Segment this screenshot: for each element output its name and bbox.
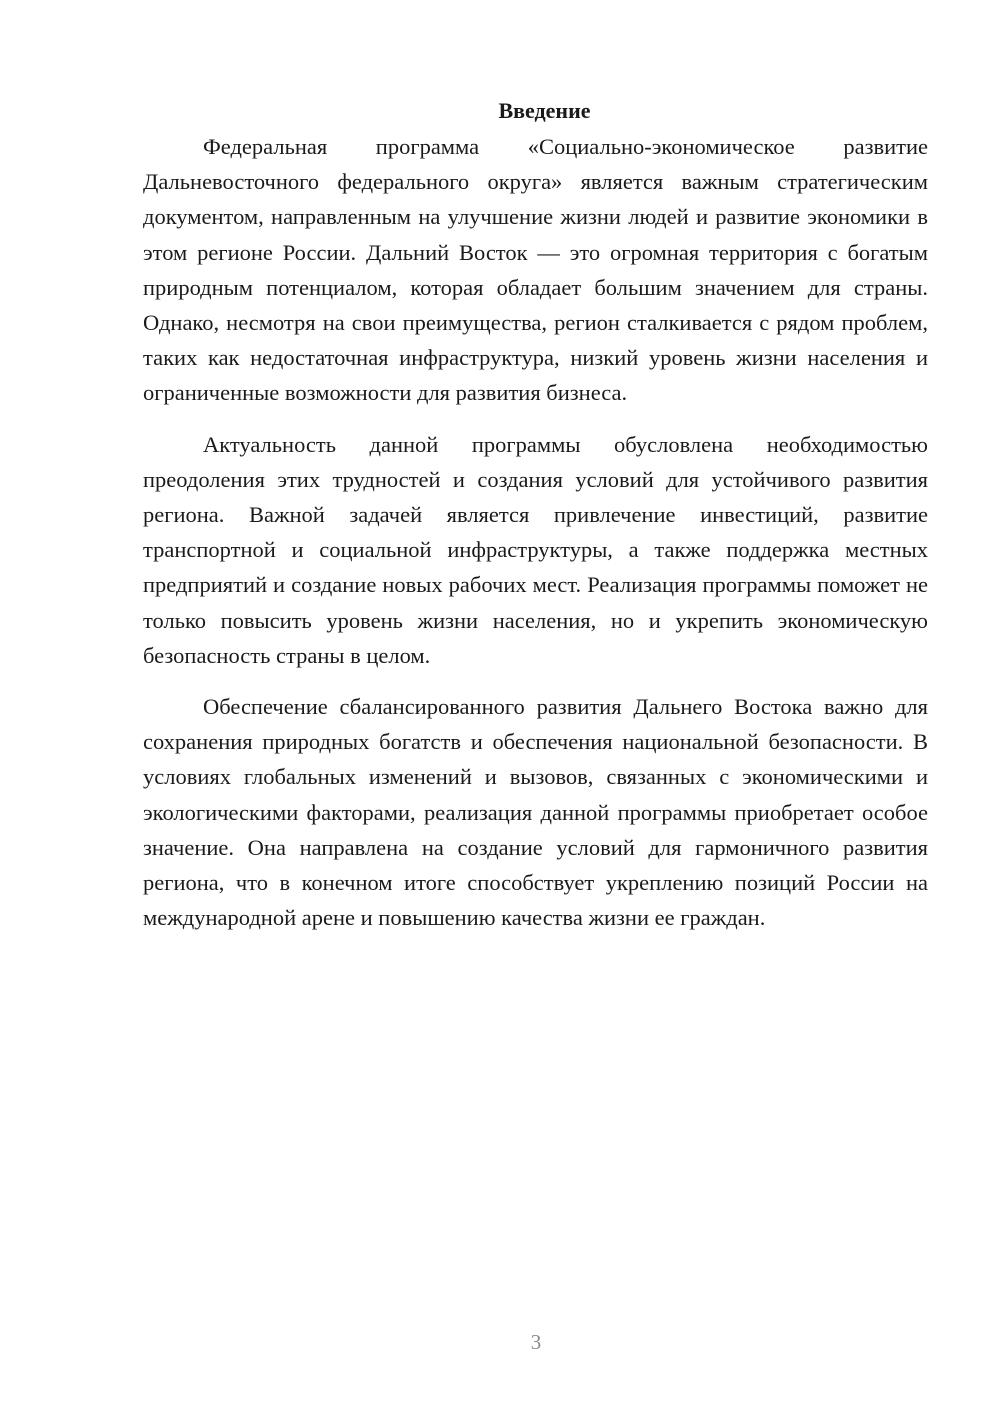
page-number: 3 — [530, 1330, 542, 1354]
paragraph-2: Актуальность данной программы обусловлена необходимостью преодоления этих трудностей и создания условий для устойчивого развития региона. Важной задачей является привлечение инвестиций, развитие транспортной и социальной инфраструктуры, а также поддержка местных предприятий и создание новых рабочих мест. Реализация программы поможет не только повысить уровень жизни населения, но и укрепить экономическую безопасность страны в целом. — [143, 431, 928, 668]
paragraph-3: Обеспечение сбалансированного развития Дальнего Востока важно для сохранения природных богатств и обеспечения национальной безопасности. В условиях глобальных изменений и вызовов, связанных с экономическими и экологическими факторами, реализация данной программы приобретает особое значение. Она направлена на создание условий для гармоничного развития региона, что в конечном итоге способствует укреплению позиций России на международной арене и повышению качества жизни ее граждан. — [143, 694, 928, 931]
paragraph-1: Федеральная программа «Социально-экономическое развитие Дальневосточного федерального округа» является важным стратегическим документом, направленным на улучшение жизни людей и развитие экономики в этом регионе России. Дальний Восток — это огромная территория с богатым природным потенциалом, которая обладает большим значением для страны. Однако, несмотря на свои преимущества, регион сталкивается с рядом проблем, таких как недостаточная инфраструктура, низкий уровень жизни населения и ограниченные возможности для развития бизнеса. — [143, 134, 928, 406]
page-content — [143, 92, 928, 935]
section-heading: Введение — [498, 98, 591, 123]
